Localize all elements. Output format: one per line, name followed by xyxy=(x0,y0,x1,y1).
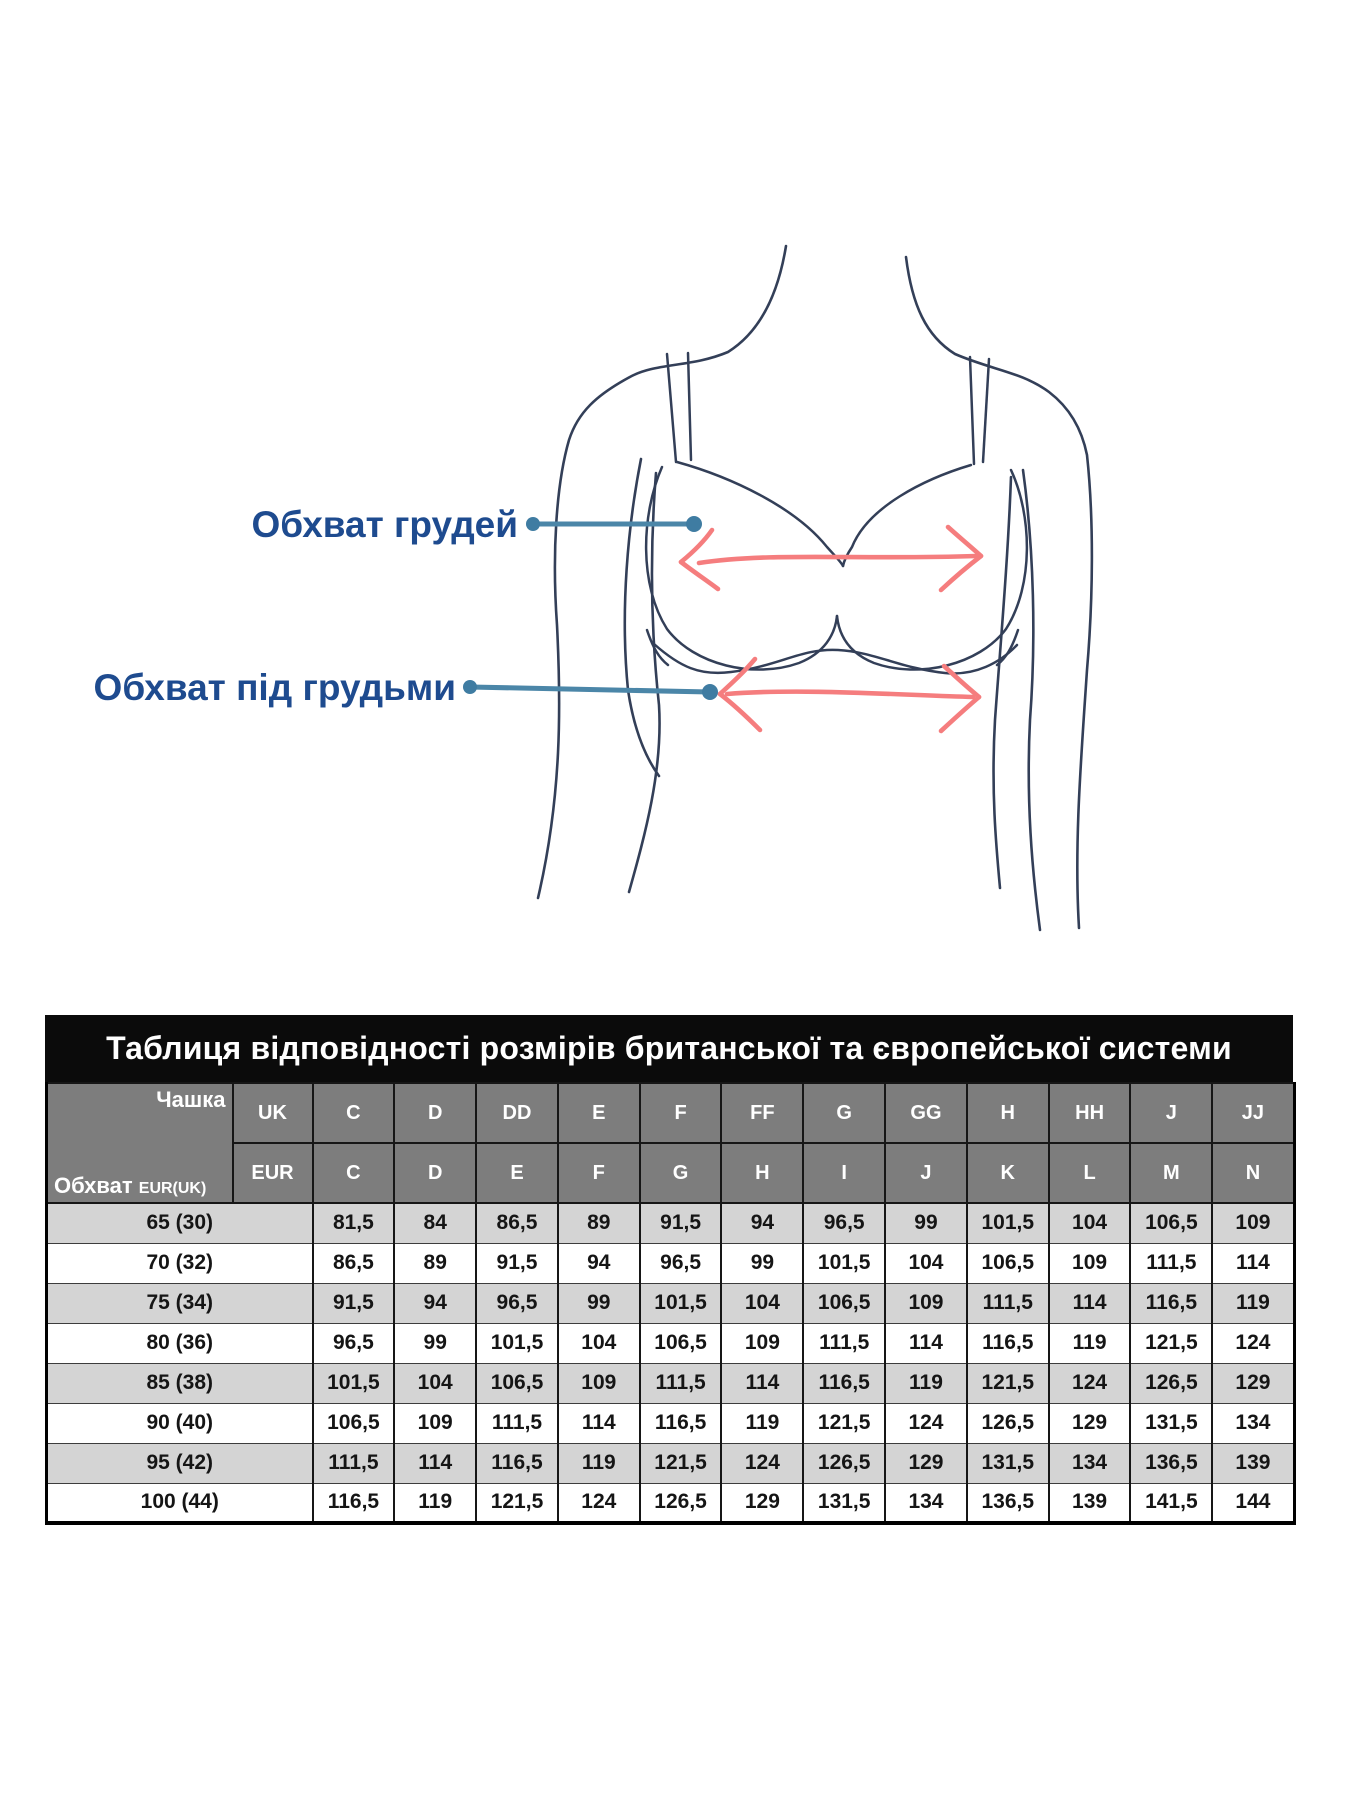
size-cell: 131,5 xyxy=(1130,1403,1212,1443)
table-row xyxy=(47,1443,1295,1483)
size-cell: 129 xyxy=(1212,1363,1294,1403)
size-cell: 111,5 xyxy=(803,1323,885,1363)
size-cell: 119 xyxy=(1212,1283,1294,1323)
row-girth-label: 90 (40) xyxy=(47,1403,313,1443)
size-cell: 101,5 xyxy=(803,1243,885,1283)
size-cell: 89 xyxy=(558,1203,640,1243)
row-girth-label: 65 (30) xyxy=(47,1203,313,1243)
size-cell: 96,5 xyxy=(476,1283,558,1323)
size-cell: 111,5 xyxy=(476,1403,558,1443)
size-cell: 104 xyxy=(721,1283,803,1323)
size-cell: 91,5 xyxy=(313,1283,395,1323)
size-cell: 106,5 xyxy=(1130,1203,1212,1243)
girth-axis-label: Обхват EUR(UK) xyxy=(54,1173,207,1198)
size-cell: 124 xyxy=(721,1443,803,1483)
size-cell: 101,5 xyxy=(476,1323,558,1363)
size-cell: 99 xyxy=(394,1323,476,1363)
table-row xyxy=(47,1403,1295,1443)
size-cell: 136,5 xyxy=(1130,1443,1212,1483)
size-cell: 86,5 xyxy=(476,1203,558,1243)
size-cell: 91,5 xyxy=(476,1243,558,1283)
size-cell: 111,5 xyxy=(967,1283,1049,1323)
cup-header-cell: G xyxy=(803,1083,885,1143)
cup-header-cell: HH xyxy=(1049,1083,1131,1143)
pointer-dot xyxy=(463,680,477,694)
size-cell: 114 xyxy=(558,1403,640,1443)
row-girth-label: 75 (34) xyxy=(47,1283,313,1323)
size-cell: 109 xyxy=(721,1323,803,1363)
size-cell: 111,5 xyxy=(1130,1243,1212,1283)
cup-header-cell: E xyxy=(476,1143,558,1203)
size-cell: 114 xyxy=(721,1363,803,1403)
size-cell: 114 xyxy=(1212,1243,1294,1283)
size-cell: 91,5 xyxy=(640,1203,722,1243)
size-cell: 101,5 xyxy=(640,1283,722,1323)
size-cell: 106,5 xyxy=(476,1363,558,1403)
size-cell: 111,5 xyxy=(313,1443,395,1483)
size-cell: 114 xyxy=(1049,1283,1131,1323)
size-cell: 89 xyxy=(394,1243,476,1283)
cup-header-cell: H xyxy=(967,1083,1049,1143)
size-cell: 104 xyxy=(558,1323,640,1363)
size-cell: 126,5 xyxy=(640,1483,722,1523)
row-girth-label: 70 (32) xyxy=(47,1243,313,1283)
size-cell: 119 xyxy=(885,1363,967,1403)
size-cell: 109 xyxy=(558,1363,640,1403)
size-cell: 124 xyxy=(885,1403,967,1443)
size-cell: 99 xyxy=(721,1243,803,1283)
size-cell: 109 xyxy=(1049,1243,1131,1283)
table-row xyxy=(47,1363,1295,1403)
size-cell: 116,5 xyxy=(1130,1283,1212,1323)
row-girth-label: 80 (36) xyxy=(47,1323,313,1363)
size-cell: 129 xyxy=(885,1443,967,1483)
size-cell: 109 xyxy=(1212,1203,1294,1243)
cup-header-cell: E xyxy=(558,1083,640,1143)
bust-measure-arrow xyxy=(681,527,981,590)
table-row xyxy=(47,1243,1295,1283)
size-cell: 116,5 xyxy=(967,1323,1049,1363)
size-cell: 114 xyxy=(394,1443,476,1483)
eur-cup-header-row xyxy=(47,1143,1295,1203)
size-cell: 119 xyxy=(1049,1323,1131,1363)
size-cell: 121,5 xyxy=(967,1363,1049,1403)
size-cell: 136,5 xyxy=(967,1483,1049,1523)
underbust-label: Обхват під грудьми xyxy=(93,667,456,708)
size-cell: 124 xyxy=(558,1483,640,1523)
size-cell: 109 xyxy=(885,1283,967,1323)
table-row xyxy=(47,1283,1295,1323)
bra-outline xyxy=(646,353,1027,673)
size-cell: 116,5 xyxy=(803,1363,885,1403)
size-cell: 144 xyxy=(1212,1483,1294,1523)
size-cell: 121,5 xyxy=(476,1483,558,1523)
size-cell: 94 xyxy=(394,1283,476,1323)
cup-header-cell: DD xyxy=(476,1083,558,1143)
row-girth-label: 85 (38) xyxy=(47,1363,313,1403)
size-cell: 94 xyxy=(558,1243,640,1283)
cup-header-cell: C xyxy=(313,1143,395,1203)
size-cell: 104 xyxy=(885,1243,967,1283)
cup-header-cell: FF xyxy=(721,1083,803,1143)
size-cell: 101,5 xyxy=(967,1203,1049,1243)
cup-header-cell: N xyxy=(1212,1143,1294,1203)
size-cell: 104 xyxy=(1049,1203,1131,1243)
size-cell: 84 xyxy=(394,1203,476,1243)
size-cell: 114 xyxy=(885,1323,967,1363)
size-cell: 129 xyxy=(721,1483,803,1523)
size-cell: 141,5 xyxy=(1130,1483,1212,1523)
cup-header-cell: K xyxy=(967,1143,1049,1203)
size-cell: 106,5 xyxy=(313,1403,395,1443)
cup-header-cell: GG xyxy=(885,1083,967,1143)
bust-pointer-line xyxy=(526,516,702,532)
cup-axis-label: Чашка xyxy=(156,1087,226,1112)
cup-header-cell: J xyxy=(885,1143,967,1203)
size-cell: 116,5 xyxy=(313,1483,395,1523)
size-cell: 111,5 xyxy=(640,1363,722,1403)
uk-system-label: UK xyxy=(233,1083,313,1143)
size-cell: 139 xyxy=(1212,1443,1294,1483)
bust-label: Обхват грудей xyxy=(251,504,518,545)
size-cell: 129 xyxy=(1049,1403,1131,1443)
cup-header-cell: H xyxy=(721,1143,803,1203)
cup-header-cell: J xyxy=(1130,1083,1212,1143)
size-cell: 96,5 xyxy=(640,1243,722,1283)
size-cell: 119 xyxy=(558,1443,640,1483)
cup-header-cell: G xyxy=(640,1143,722,1203)
row-girth-label: 95 (42) xyxy=(47,1443,313,1483)
size-cell: 106,5 xyxy=(967,1243,1049,1283)
size-cell: 126,5 xyxy=(1130,1363,1212,1403)
table-title: Таблиця відповідності розмірів британської та європейської системи xyxy=(45,1015,1293,1082)
eur-system-label: EUR xyxy=(233,1143,313,1203)
size-cell: 131,5 xyxy=(803,1483,885,1523)
size-cell: 104 xyxy=(394,1363,476,1403)
size-cell: 134 xyxy=(885,1483,967,1523)
size-cell: 119 xyxy=(394,1483,476,1523)
cup-header-cell: L xyxy=(1049,1143,1131,1203)
size-cell: 119 xyxy=(721,1403,803,1443)
row-girth-label: 100 (44) xyxy=(47,1483,313,1523)
size-cell: 81,5 xyxy=(313,1203,395,1243)
size-cell: 101,5 xyxy=(313,1363,395,1403)
cup-header-cell: D xyxy=(394,1143,476,1203)
size-cell: 94 xyxy=(721,1203,803,1243)
cup-header-cell: D xyxy=(394,1083,476,1143)
cup-header-cell: C xyxy=(313,1083,395,1143)
size-cell: 96,5 xyxy=(803,1203,885,1243)
size-cell: 121,5 xyxy=(803,1403,885,1443)
underbust-pointer-line xyxy=(463,680,718,700)
size-cell: 86,5 xyxy=(313,1243,395,1283)
cup-header-cell: M xyxy=(1130,1143,1212,1203)
size-cell: 126,5 xyxy=(803,1443,885,1483)
size-cell: 116,5 xyxy=(640,1403,722,1443)
table-row xyxy=(47,1323,1295,1363)
size-cell: 106,5 xyxy=(640,1323,722,1363)
cup-header-cell: JJ xyxy=(1212,1083,1294,1143)
pointer-dot xyxy=(526,517,540,531)
size-cell: 126,5 xyxy=(967,1403,1049,1443)
size-cell: 99 xyxy=(558,1283,640,1323)
pointer-dot xyxy=(686,516,702,532)
size-cell: 124 xyxy=(1212,1323,1294,1363)
size-cell: 99 xyxy=(885,1203,967,1243)
size-cell: 134 xyxy=(1212,1403,1294,1443)
size-cell: 121,5 xyxy=(1130,1323,1212,1363)
cup-header-cell: F xyxy=(558,1143,640,1203)
size-cell: 109 xyxy=(394,1403,476,1443)
size-cell: 134 xyxy=(1049,1443,1131,1483)
size-cell: 139 xyxy=(1049,1483,1131,1523)
cup-header-cell: I xyxy=(803,1143,885,1203)
cup-header-cell: F xyxy=(640,1083,722,1143)
size-cell: 121,5 xyxy=(640,1443,722,1483)
pointer-dot xyxy=(702,684,718,700)
corner-cell xyxy=(47,1083,233,1203)
size-cell: 96,5 xyxy=(313,1323,395,1363)
table-row xyxy=(47,1203,1295,1243)
size-table xyxy=(45,1015,1293,1525)
size-cell: 131,5 xyxy=(967,1443,1049,1483)
table-row xyxy=(47,1483,1295,1523)
size-cell: 106,5 xyxy=(803,1283,885,1323)
torso-outline xyxy=(538,246,1092,930)
uk-cup-header-row xyxy=(47,1083,1295,1143)
size-cell: 116,5 xyxy=(476,1443,558,1483)
size-cell: 124 xyxy=(1049,1363,1131,1403)
